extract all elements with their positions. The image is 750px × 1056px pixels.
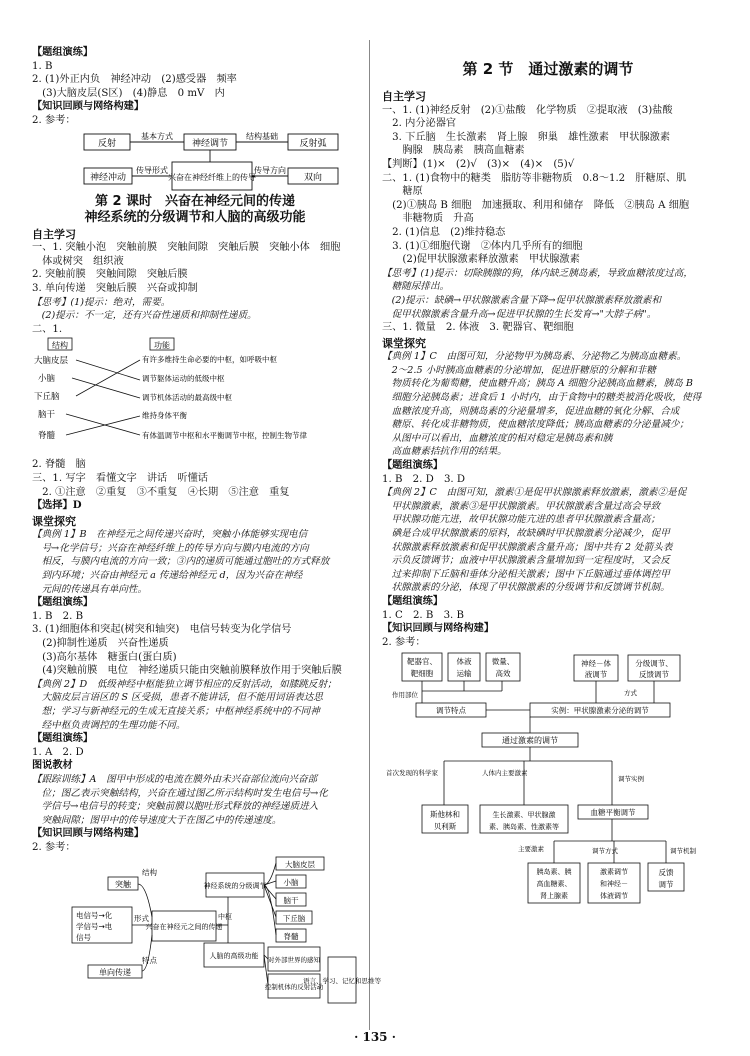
- map-label: 体液: [456, 657, 472, 667]
- answer-line: (3)大脑皮层(S区) (4)静息 0 mV 内: [32, 87, 225, 99]
- function-label: 调节躯体运动的低级中枢: [142, 374, 225, 384]
- example-line: 突触间隙；图甲中的传导速度大于在图乙中的传递速度。: [32, 814, 282, 826]
- map-label: 小脑: [283, 877, 299, 887]
- map-label: 斯他林和: [430, 810, 460, 820]
- map-label: 方式: [624, 689, 637, 698]
- answer-line: 1. C 2. B 3. B: [382, 609, 465, 621]
- example-line: 【典例 1】C 由图可知，分泌物甲为胰岛素、分泌物乙为胰高血糖素。: [382, 351, 687, 363]
- map-label: 主要激素: [518, 845, 544, 854]
- heading: 【题组演练】: [382, 459, 444, 472]
- answer-line: 一、1. 突触小泡 突触前膜 突触间隙 突触后膜 突触小体 细胞: [32, 242, 341, 254]
- map-label: 控制机体的反射活动: [264, 982, 324, 991]
- answer-line: 3. (1)①细胞代谢 ②体内几乎所有的细胞: [382, 240, 583, 252]
- map-label: 单向传递: [99, 967, 131, 977]
- think-line: (2)提示：缺碘→甲状腺激素含量下降→促甲状腺激素释放激素和: [382, 294, 662, 306]
- section-heading: 自主学习: [382, 90, 426, 103]
- answer-line: (2)抑制性递质 兴奋性递质: [32, 638, 169, 650]
- map-label: 脊髓: [283, 931, 299, 941]
- column-divider: [369, 40, 370, 1030]
- function-label: 有体温调节中枢和水平衡调节中枢，控制生物节律: [142, 431, 307, 441]
- edge-label: 基本方式: [141, 131, 173, 141]
- map-label: 信号: [76, 932, 91, 942]
- box-label: 双向: [303, 172, 323, 183]
- example-line: 位；图乙表示突触结构，兴奋在通过图乙所示结构时发生电信号→化: [32, 787, 328, 799]
- structure-function-diagram: [32, 338, 358, 456]
- edge-label: 传导方向: [254, 165, 286, 175]
- example-line: 想；学习与新神经元的生成无直接关系；中枢神经系统中的不同神: [32, 706, 320, 717]
- map-label: 贝利斯: [433, 822, 457, 832]
- diagram-header: 结构: [52, 341, 68, 351]
- lesson-subtitle: 神经系统的分级调节和人脑的高级功能: [84, 209, 306, 225]
- box-label: 神经调节: [191, 138, 229, 149]
- answer-line: 3. (1)细胞体和突起(树突和轴突) 电信号转变为化学信号: [32, 624, 292, 636]
- heading: 【知识回顾与网络构建】: [32, 827, 145, 840]
- map-label: 下丘脑: [282, 913, 306, 923]
- map-label: 人体内主要激素: [482, 769, 528, 778]
- map-label: 人脑的高级功能: [209, 951, 259, 960]
- box-label: 反射: [97, 138, 117, 149]
- answer-line: 【选择】D: [32, 499, 82, 512]
- answer-line: 二、1.: [32, 323, 63, 335]
- map-label: 反馈: [658, 868, 674, 878]
- map-label: 学信号→电: [76, 921, 113, 931]
- map-label: 作用部位: [392, 691, 418, 700]
- answer-line: 1. B 2. B: [32, 610, 84, 622]
- map-label: 肾上腺素: [540, 892, 568, 901]
- synapse-concept-map: [32, 857, 381, 1007]
- think-line: 【思考】(1)提示：绝对，需要。: [32, 296, 171, 308]
- map-label: 神经系统的分级调节: [203, 881, 267, 890]
- section-heading: 课堂探究: [382, 336, 426, 350]
- answer-line: 3. 单向传递 突触后膜 兴奋或抑制: [32, 282, 198, 294]
- map-label: 形式: [134, 913, 149, 923]
- example-line: 甲状腺激素，激素③是甲状腺激素。甲状腺激素含量过高会导致: [382, 500, 661, 512]
- map-label: 特点: [142, 955, 157, 965]
- map-label: 调节实例: [618, 775, 644, 784]
- think-line: 促甲状腺激素含量升高→促进甲状腺的生长发育→"大脖子病"。: [382, 308, 657, 320]
- map-label: 高效: [495, 669, 511, 679]
- think-line: 糖随尿排出。: [382, 281, 450, 293]
- diagram-header: 功能: [154, 341, 170, 351]
- answer-line: (2)①胰岛 B 细胞 加速摄取、利用和储存 降低 ②胰岛 A 细胞: [382, 199, 690, 211]
- example-line: 相反，与膜内电流的方向一致；③内的递质可能通过胞吐的方式释放: [32, 556, 330, 568]
- example-line: 示负反馈调节；血液中甲状腺激素含量增加到一定程度时，又会反: [382, 555, 670, 567]
- example-line: 学信号→电信号的转变；突触前膜以胞吐形式释放的神经递质进入: [32, 801, 319, 813]
- answer-line: 1. B 2. D 3. D: [382, 473, 466, 485]
- section-heading: 课堂探究: [32, 514, 76, 528]
- map-label: 脑干: [283, 895, 299, 905]
- example-line: 物质转化为葡萄糖，使血糖升高；胰岛 A 细胞分泌胰高血糖素，胰岛 B: [382, 378, 693, 390]
- reflex-diagram: [32, 130, 358, 192]
- map-label: 激素调节: [600, 868, 628, 877]
- heading: 【题组演练】: [32, 596, 94, 609]
- box-label: 兴奋在神经纤维上的传导: [168, 172, 256, 182]
- edge-label: 结构基础: [246, 131, 278, 141]
- structure-label: 大脑皮层: [34, 356, 69, 367]
- example-line: 经中枢负责调控的生理功能不同。: [32, 719, 186, 731]
- answer-line: 1. B: [32, 60, 53, 72]
- example-line: 高血糖素拮抗作用的结果。: [382, 446, 507, 458]
- map-label: 调节特点: [436, 706, 466, 716]
- map-label: 和神经－: [600, 880, 628, 889]
- map-label: 靶器官、: [407, 657, 437, 667]
- map-label: 微量、: [491, 657, 515, 667]
- answer-line: 2. 突触前膜 突触间隙 突触后膜: [32, 269, 188, 281]
- section-title: 第 2 节 通过激素的调节: [462, 60, 634, 78]
- answer-line: 2. 内分泌器官: [382, 118, 457, 130]
- page-number: · 135 ·: [354, 1030, 396, 1044]
- map-label: 调节机制: [670, 847, 696, 856]
- answer-line: 2. (1)外正内负 神经冲动 (2)感受器 频率: [32, 74, 237, 86]
- example-line: 血糖浓度升高，则胰岛素的分泌量增多，促进血糖的氧化分解、合成: [382, 405, 680, 417]
- heading: 【题组演练】: [382, 594, 444, 607]
- hormone-concept-map: [382, 651, 714, 913]
- structure-label: 脊髓: [38, 431, 56, 442]
- left-column: [32, 46, 381, 1009]
- map-label: 血糖平衡调节: [590, 808, 636, 818]
- think-line: (2)提示：不一定，还有兴奋性递质和抑制性递质。: [32, 310, 257, 322]
- map-label: 运输: [456, 669, 472, 679]
- box-label: 神经冲动: [89, 172, 127, 183]
- map-center: 兴奋在神经元之间的传递: [145, 922, 223, 931]
- example-line: 大脑皮层言语区的 S 区受损，患者不能讲话，但不能用词语表达思: [32, 692, 323, 704]
- map-label: 液调节: [584, 670, 608, 680]
- answer-line: 非糖物质 升高: [382, 213, 474, 225]
- answer-line: 2. 参考：: [32, 114, 76, 126]
- function-label: 维持身体平衡: [142, 411, 187, 421]
- answer-line: 糖原: [382, 186, 423, 198]
- example-line: 状腺激素释放激素和促甲状腺激素含量升高；图中共有 2 处箭头表: [382, 541, 673, 553]
- map-label: 生长激素、甲状腺激: [492, 811, 556, 820]
- example-line: 【典例 2】C 由图可知，激素①是促甲状腺激素释放激素，激素②是促: [382, 487, 687, 499]
- answer-line: 二、1. (1)食物中的糖类 脂肪等非糖物质 0.8～1.2 肝糖原、肌: [382, 172, 687, 184]
- example-line: 碘是合成甲状腺激素的原料，故缺碘时甲状腺激素分泌减少，促甲: [382, 528, 670, 539]
- map-label: 首次发现的科学家: [386, 769, 438, 778]
- answer-line: 体或树突 组织液: [32, 255, 124, 267]
- map-label: 中枢: [218, 912, 232, 921]
- answer-line: 2. 参考：: [32, 841, 76, 853]
- map-label: 神经－体: [581, 659, 611, 669]
- map-label: 电信号→化: [76, 910, 113, 920]
- map-label: 体液调节: [600, 892, 628, 901]
- answer-line: 1. A 2. D: [32, 746, 84, 758]
- answer-line: 【判断】(1)× (2)√ (3)× (4)× (5)√: [382, 158, 575, 170]
- example-line: 【典例 1】B 在神经元之间传递兴奋时，突触小体能够实现电信: [32, 529, 308, 541]
- map-label: 结构: [142, 867, 157, 877]
- map-label: 反馈调节: [639, 670, 669, 680]
- heading: 【题组演练】: [32, 732, 94, 745]
- example-line: 【跟踪训练】A 图甲中形成的电流在膜外由未兴奋部位流向兴奋部: [32, 773, 318, 785]
- example-line: 2～2.5 小时胰高血糖素的分泌增加，促进肝糖原的分解和非糖: [382, 364, 656, 376]
- example-line: 状腺激素的分泌，体现了甲状腺激素的分级调节和反馈调节机制。: [382, 582, 670, 594]
- lesson-title: 第 2 课时 兴奋在神经元间的传递: [94, 193, 296, 209]
- heading: 图说教材: [32, 759, 73, 772]
- answer-line: 3. 下丘脑 生长激素 肾上腺 卵巢 雄性激素 甲状腺激素: [382, 131, 671, 143]
- answer-line: (4)突触前膜 电位 神经递质只能由突触前膜释放作用于突触后膜: [32, 665, 342, 677]
- edge-label: 传导形式: [136, 165, 168, 175]
- example-line: 【典例 2】D 低级神经中枢能独立调节相应的反射活动，如膝跳反射；: [32, 678, 337, 690]
- function-label: 有许多维持生命必要的中枢，如呼吸中枢: [142, 355, 277, 365]
- map-label: 调节方式: [592, 847, 618, 856]
- function-label: 调节机体活动的最高级中枢: [142, 393, 232, 403]
- answer-line: 三、1. 微量 2. 体液 3. 靶器官、靶细胞: [382, 322, 574, 334]
- example-line: 细胞分泌胰岛素；进食后 1 小时内，由于食物中的糖类被消化吸收，使得: [382, 392, 702, 404]
- heading: 【知识回顾与网络构建】: [32, 100, 145, 113]
- answer-line: 2. (1)信息 (2)维持稳态: [382, 226, 506, 238]
- map-label: 实例：甲状腺激素分泌的调节: [551, 706, 649, 716]
- map-label: 素、胰岛素、性激素等: [489, 823, 559, 832]
- heading: 【题组演练】: [32, 46, 94, 58]
- answer-line: (2)促甲状腺激素释放激素 甲状腺激素: [382, 254, 580, 266]
- example-line: 从图中可以看出，血糖浓度的相对稳定是胰岛素和胰: [382, 432, 613, 444]
- answer-line: 2. 脊髓 脑: [32, 459, 86, 471]
- think-line: 【思考】(1)提示：切除胰腺的狗，体内缺乏胰岛素，导致血糖浓度过高，: [382, 267, 693, 279]
- map-center: 通过激素的调节: [502, 736, 558, 746]
- heading: 【知识回顾与网络构建】: [382, 622, 495, 635]
- example-line: 到内环境；兴奋由神经元 a 传递给神经元 d，因为兴奋在神经: [32, 570, 303, 582]
- example-line: 元间的传递具有单向性。: [32, 583, 148, 595]
- answer-line: 胸腺 胰岛素 胰高血糖素: [382, 145, 525, 157]
- structure-label: 脑干: [38, 410, 56, 421]
- right-column: [382, 88, 714, 915]
- map-label: 高血糖素、: [536, 880, 572, 889]
- map-label: 语言、学习、记忆和思维等: [303, 976, 381, 985]
- answer-line: 一、1. (1)神经反射 (2)①盐酸 化学物质 ②提取液 (3)盐酸: [382, 104, 673, 116]
- example-line: 过来抑制下丘脑和垂体分泌相关激素；图中下丘脑通过垂体调控甲: [382, 568, 670, 580]
- example-line: 号→化学信号；兴奋在神经纤维上的传导方向与膜内电流的方向: [32, 542, 309, 554]
- answer-line: 2. 参考：: [382, 636, 426, 648]
- map-label: 突触: [115, 879, 131, 889]
- structure-label: 小脑: [38, 374, 56, 385]
- answer-line: (3)高尔基体 糖蛋白(蛋白质): [32, 651, 177, 663]
- map-label: 分级调节、: [635, 659, 673, 669]
- section-heading: 自主学习: [32, 227, 76, 241]
- map-label: 调节: [658, 880, 674, 890]
- answer-line: 2. ①注意 ②重复 ③不重复 ④长期 ⑤注意 重复: [32, 486, 290, 498]
- box-label: 反射弧: [299, 138, 327, 149]
- map-label: 靶细胞: [410, 669, 434, 679]
- example-line: 糖原、转化成非糖物质，使血糖浓度降低；胰高血糖素的分泌量减少；: [382, 419, 689, 431]
- map-label: 对外部世界的感知: [268, 955, 320, 964]
- example-line: 甲状腺功能亢进，故甲状腺功能亢进的患者甲状腺激素含量高；: [382, 514, 661, 526]
- map-label: 大脑皮层: [285, 859, 315, 869]
- answer-line: 三、1. 写字 看懂文字 讲话 听懂话: [32, 472, 208, 484]
- map-label: 胰岛素、胰: [536, 868, 572, 877]
- structure-label: 下丘脑: [34, 392, 60, 403]
